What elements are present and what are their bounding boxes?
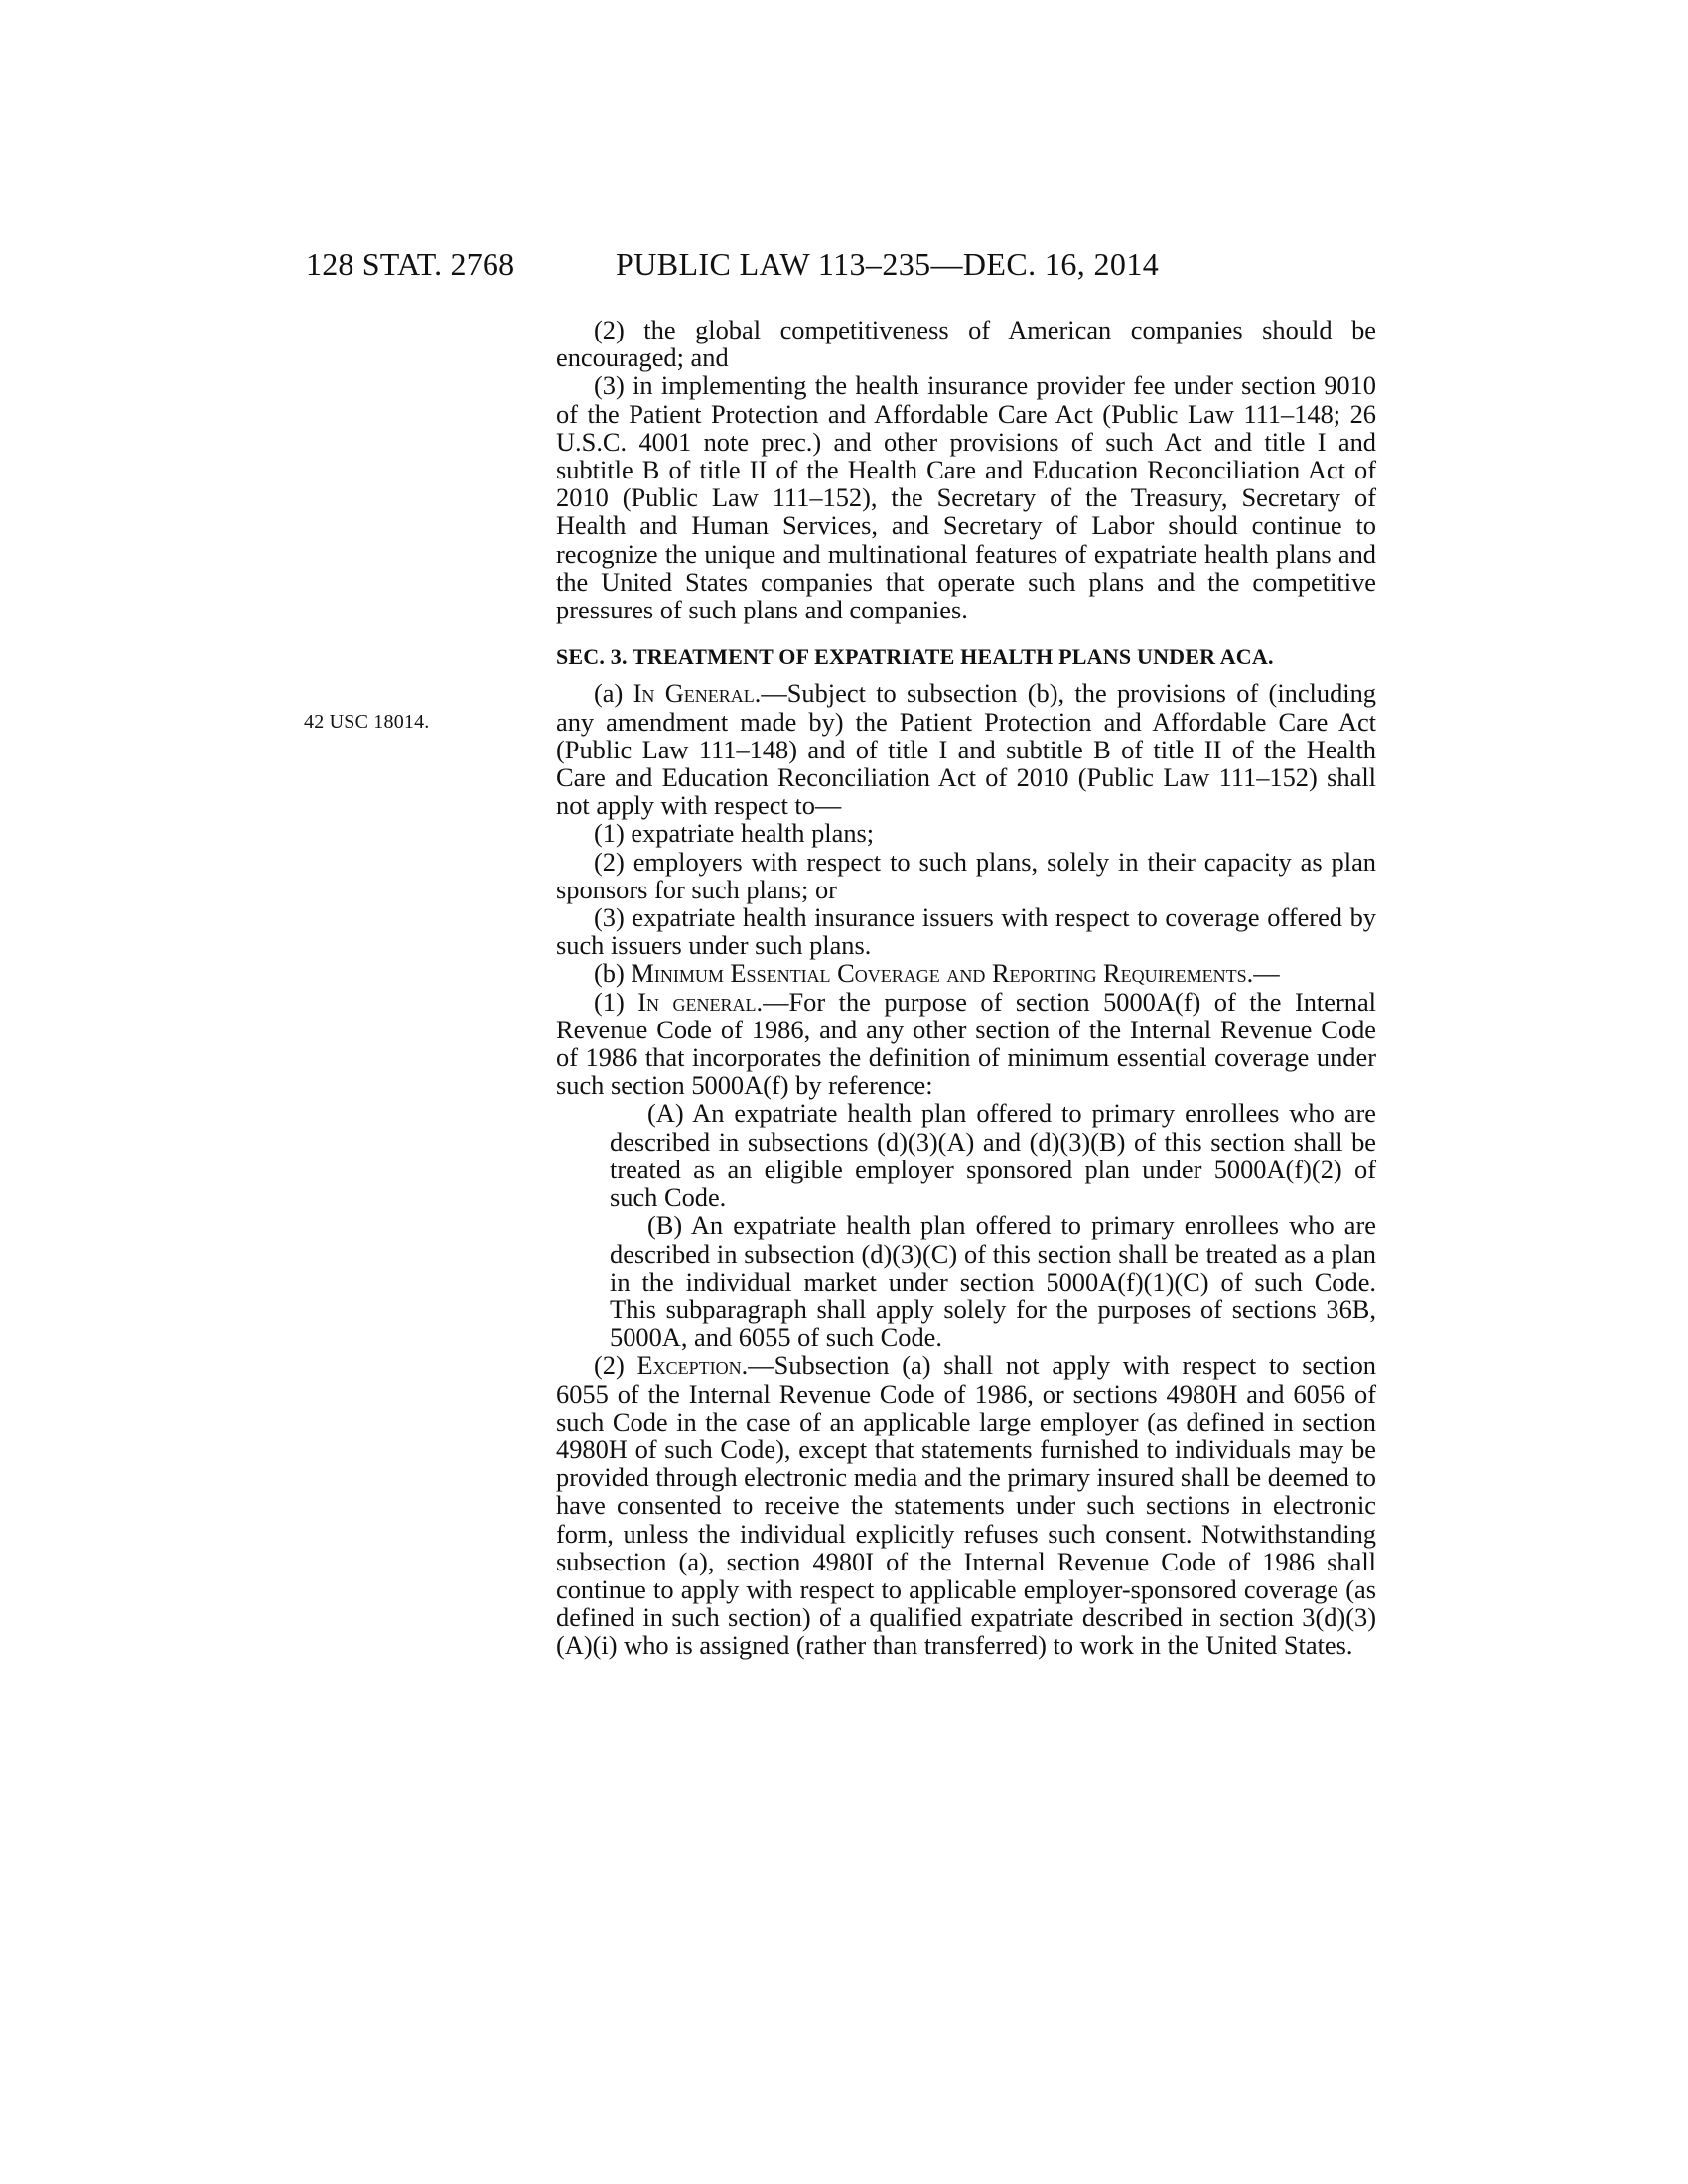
margin-note-citation: 42 USC 18014. <box>304 711 430 733</box>
section-3-heading: SEC. 3. TREATMENT OF EXPATRIATE HEALTH PLANS UNDER ACA. <box>556 644 1274 670</box>
subsection-a-text: .—Subject to subsection (b), the provisions of (including any amendment made by) the Patient Protection and Affordable Care Act (Public Law 111–148) and of title I and subtitle B of title II of the Health Care and Education Reconciliation Act of 2010 (Public Law 111–152) shall not apply with respect to— <box>556 678 1377 821</box>
statute-body <box>556 316 1376 1660</box>
subsection-b-paragraph-1 <box>556 988 1376 1100</box>
subsection-b <box>556 959 1376 987</box>
subsection-a-heading: In General <box>633 678 755 709</box>
subsection-b-suffix: .— <box>1246 958 1280 989</box>
subparagraph-b1-B: (B) An expatriate health plan offered to primary enrollees who are described in subsection (d)(3)(C) of this section shall be treated as a plan in the individual market under section 5000A(f)(1)(C) of such Code. This subparagraph shall apply solely for the purposes of sections 36B, 5000A, and 6055 of such Code. <box>610 1210 1376 1353</box>
subsection-b-heading: Minimum Essential Coverage and Reporting Requirements <box>631 958 1247 989</box>
b1-heading: In general <box>637 986 757 1017</box>
paragraph-3: (3) in implementing the health insurance provider fee under section 9010 of the Patient Protection and Affordable Care Act (Public Law 111–148; 26 U.S.C. 4001 note prec.) and other provisions of such Act and title I and subtitle B of title II of the Health Care and Education Reconciliation Act of 2010 (Public Law 111–152), the Secretary of the Treasury, Secretary of Health and Human Services, and Secretary of Labor should continue to recognize the unique and multinational features of expatriate health plans and the United States companies that operate such plans and the competitive pressures of such plans and companies. <box>556 370 1376 625</box>
b2-heading: Exception <box>636 1350 742 1381</box>
subparagraph-b1-A: (A) An expatriate health plan offered to primary enrollees who are described in subsections (d)(3)(A) and (d)(3)(B) of this section shall be treated as an eligible employer sponsored plan under 5000A(f)(2) of such Code. <box>610 1098 1376 1213</box>
subsection-b-paragraph-2 <box>556 1351 1376 1659</box>
b1-label: (1) <box>594 986 638 1017</box>
subsection-a <box>556 679 1376 819</box>
page-number: 128 STAT. 2768 <box>306 246 515 282</box>
subsection-a-label: (a) <box>594 678 633 709</box>
running-head: PUBLIC LAW 113–235—DEC. 16, 2014 <box>616 246 1160 282</box>
b2-label: (2) <box>594 1350 637 1381</box>
paragraph-2: (2) the global competitiveness of American companies should be encouraged; and <box>556 315 1376 373</box>
subsection-a-item-3: (3) expatriate health insurance issuers with respect to coverage offered by such issuers under such plans. <box>556 902 1376 961</box>
subsection-a-item-2: (2) employers with respect to such plans, solely in their capacity as plan sponsors for such plans; or <box>556 846 1376 904</box>
b2-text: .—Subsection (a) shall not apply with respect to section 6055 of the Internal Revenue Code of 1986, or sections 4980H and 6056 of such Code in the case of an applicable large employer (as defined in section 4980H of such Code), except that statements furnished to individuals may be provided through electronic media and the primary insured shall be deemed to have consented to receive the statements under such sections in electronic form, unless the individual explicitly refuses such consent. Notwithstanding subsection (a), section 4980I of the Internal Revenue Code of 1986 shall continue to apply with respect to applicable employer-sponsored coverage (as defined in such section) of a qualified expatriate described in section 3(d)(3)(A)(i) who is assigned (rather than transferred) to work in the United States. <box>556 1350 1376 1661</box>
subsection-a-item-1: (1) expatriate health plans; <box>594 818 875 849</box>
subsection-b-label: (b) <box>594 958 632 989</box>
b1-text: .—For the purpose of section 5000A(f) of the Internal Revenue Code of 1986, and any other section of the Internal Revenue Code of 1986 that incorporates the definition of minimum essential coverage under such section 5000A(f) by reference: <box>556 986 1377 1101</box>
